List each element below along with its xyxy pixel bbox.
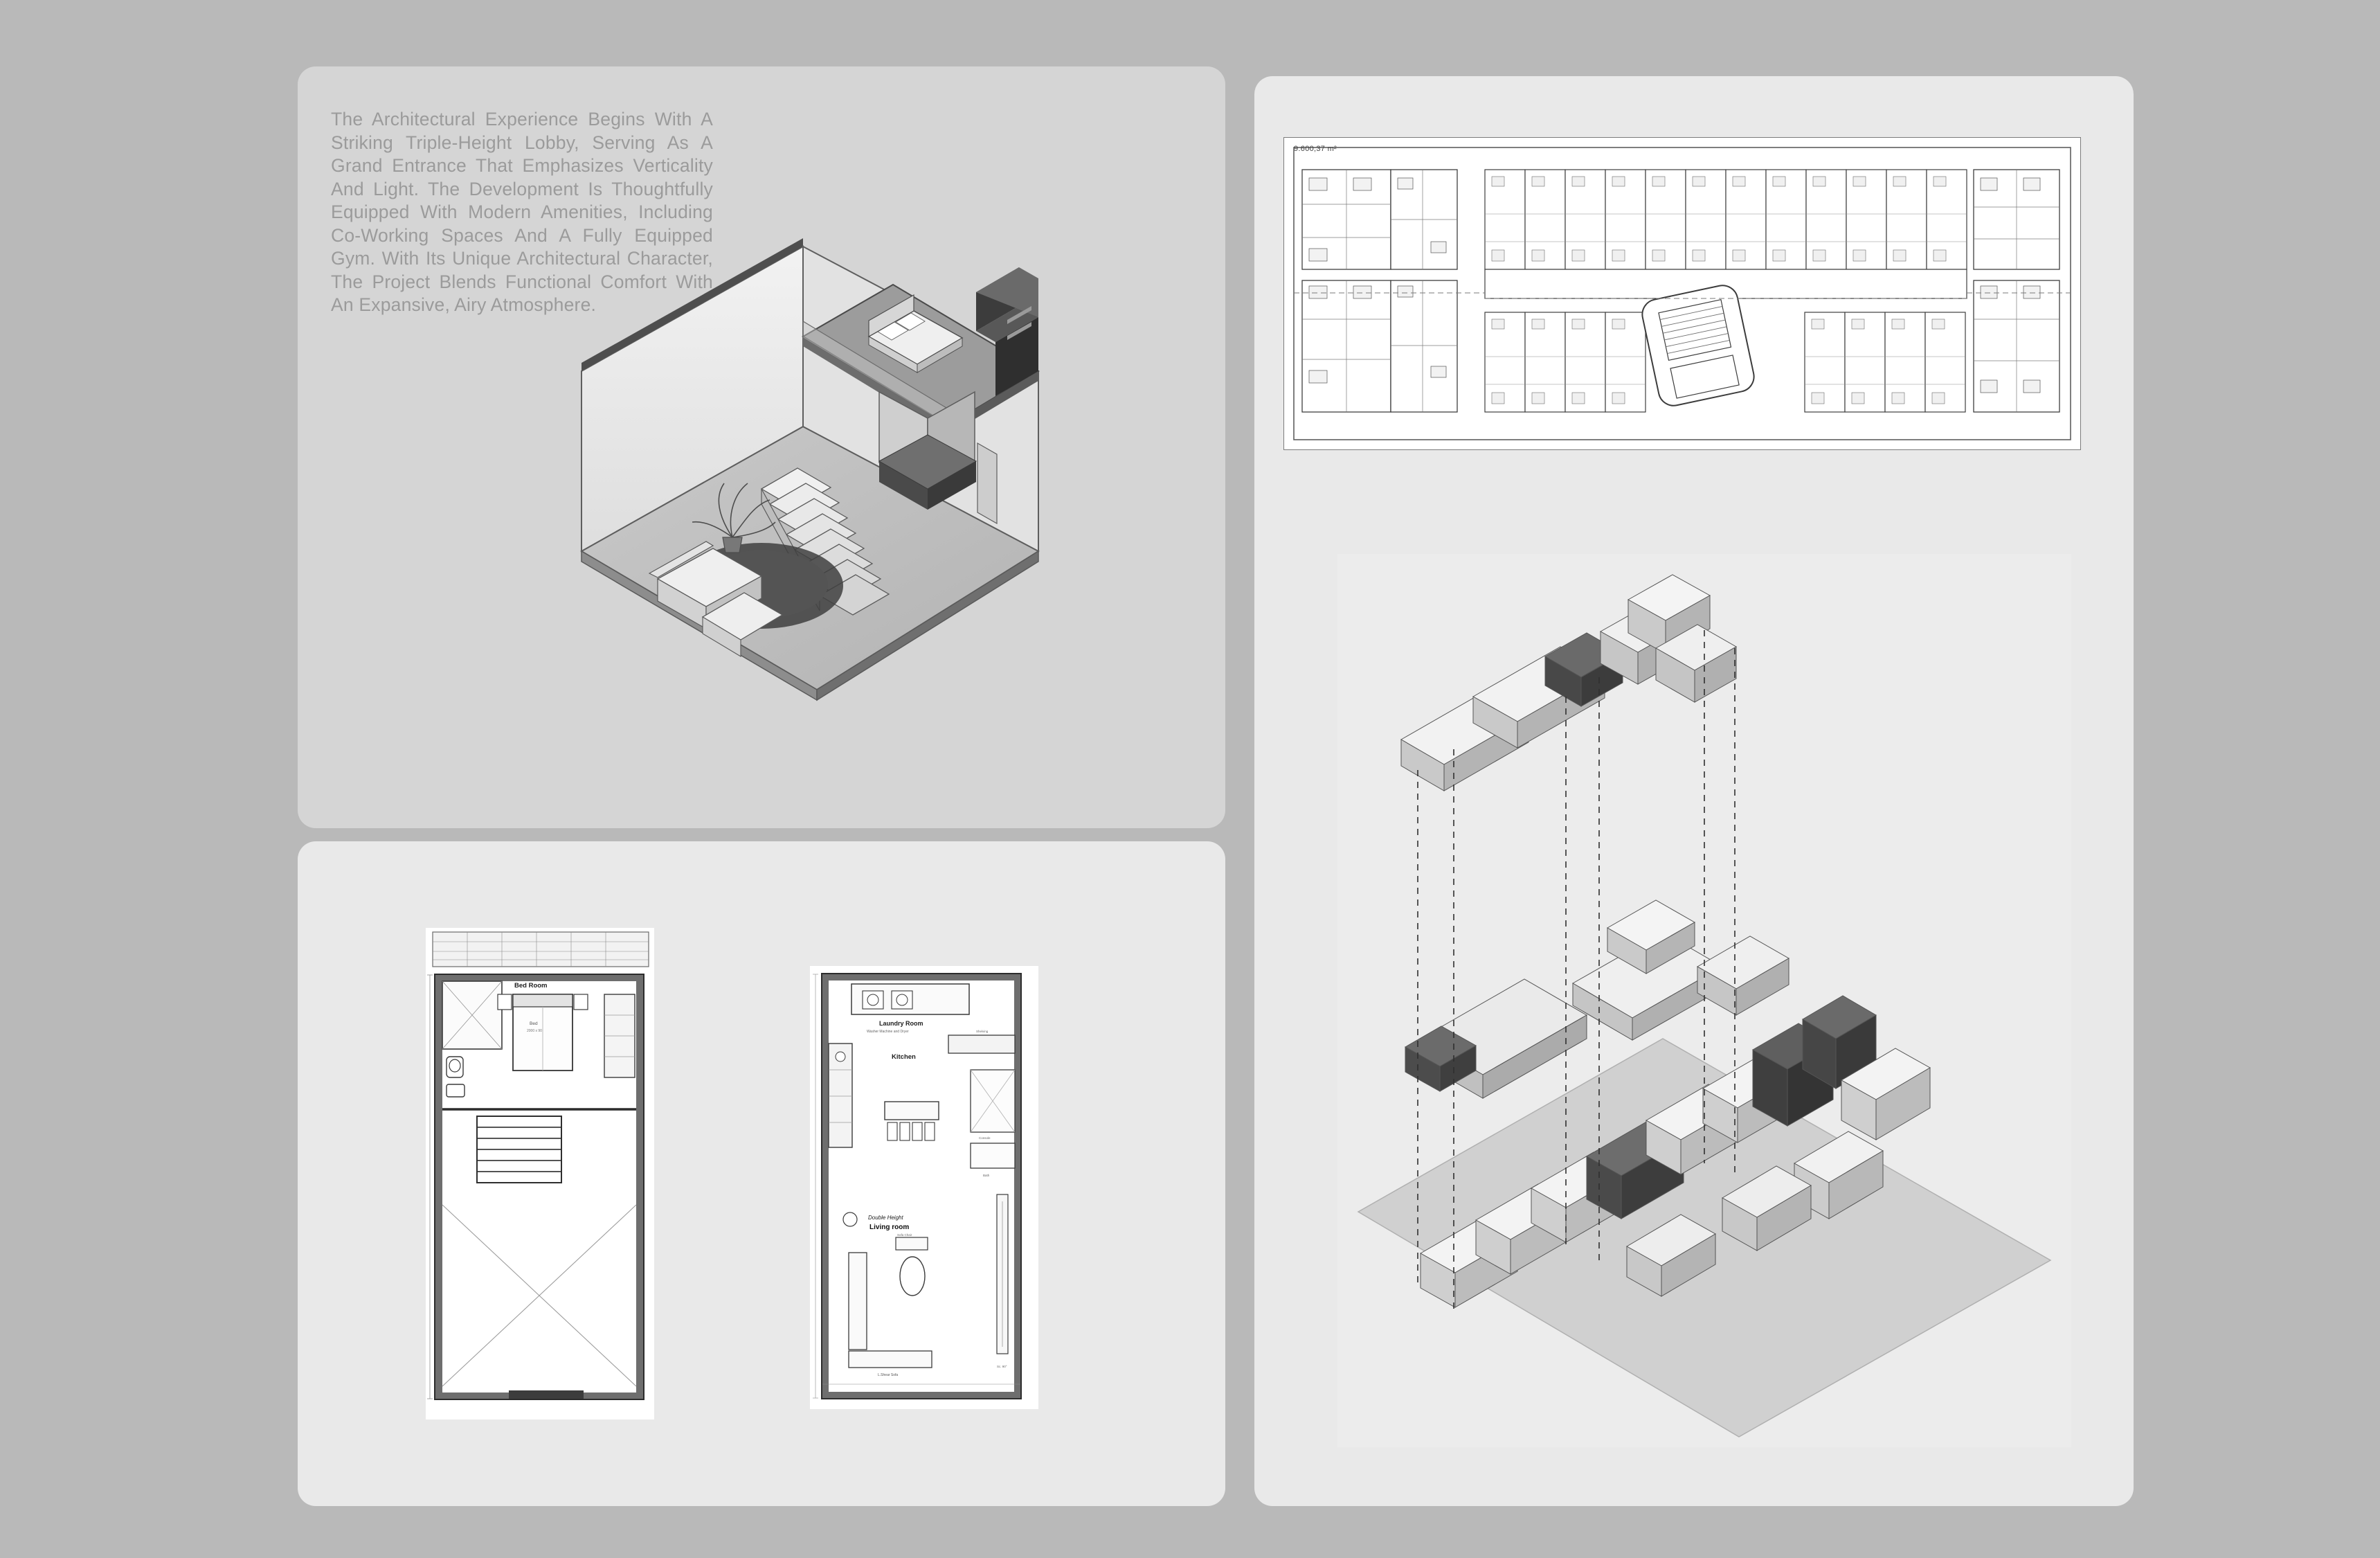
plan-label-l-shear-sofa: L.Shear Sofa bbox=[878, 1373, 899, 1377]
plan-label-console: Console bbox=[979, 1136, 991, 1140]
panel-site-and-axon bbox=[1254, 76, 2134, 1506]
project-description: The Architectural Experience Begins With A Striking Triple-Height Lobby, Serving As A Grand Entrance That Emphasizes Verticality And Light. The Development Is Thoughtfully Equipped With Modern Amenities, Including Co-Working Spaces And A Fully Equipped Gym. With Its Unique Architectural Character, The Project Blends Functional Comfort With An Expansive, Airy Atmosphere. bbox=[331, 109, 713, 315]
floor-plan-lower bbox=[810, 966, 1038, 1409]
panel-floor-plans bbox=[298, 841, 1225, 1506]
isometric-interior-render bbox=[554, 163, 1198, 787]
typical-floor-plan bbox=[1283, 137, 2081, 450]
plan-label-bed-room: Bed Room bbox=[514, 982, 548, 990]
plan-label-bed-size: 2000 x 90 bbox=[527, 1029, 542, 1033]
plan-label-laundry-room: Laundry Room bbox=[879, 1020, 923, 1027]
exploded-axonometric bbox=[1337, 554, 2071, 1447]
isometric-interior-svg bbox=[554, 163, 1198, 787]
plan-label-laundry-sub: Washer Machine and Dryer bbox=[867, 1030, 909, 1034]
floor-plan-upper bbox=[426, 928, 654, 1420]
plan-label-sofa-chair: Sofa Chair bbox=[897, 1233, 912, 1237]
siteplan-area-label: 9.600,37 m² bbox=[1294, 145, 1337, 153]
plan-label-sc: Sc. 90° bbox=[997, 1365, 1007, 1368]
plan-label-bath: Bath bbox=[983, 1174, 990, 1177]
plan-label-shelving: Shelving bbox=[976, 1030, 989, 1033]
typical-floor-plan-svg bbox=[1284, 138, 2080, 449]
floor-plan-upper-svg bbox=[426, 928, 654, 1420]
plan-label-living-room: Living room bbox=[869, 1224, 910, 1231]
plan-label-kitchen: Kitchen bbox=[892, 1053, 916, 1061]
exploded-axonometric-svg bbox=[1337, 554, 2071, 1447]
plan-label-bed: Bed bbox=[530, 1021, 538, 1026]
plan-label-double-height: Double Height bbox=[868, 1215, 903, 1221]
panel-concept-render bbox=[298, 66, 1225, 828]
floor-plan-lower-svg bbox=[810, 966, 1038, 1409]
